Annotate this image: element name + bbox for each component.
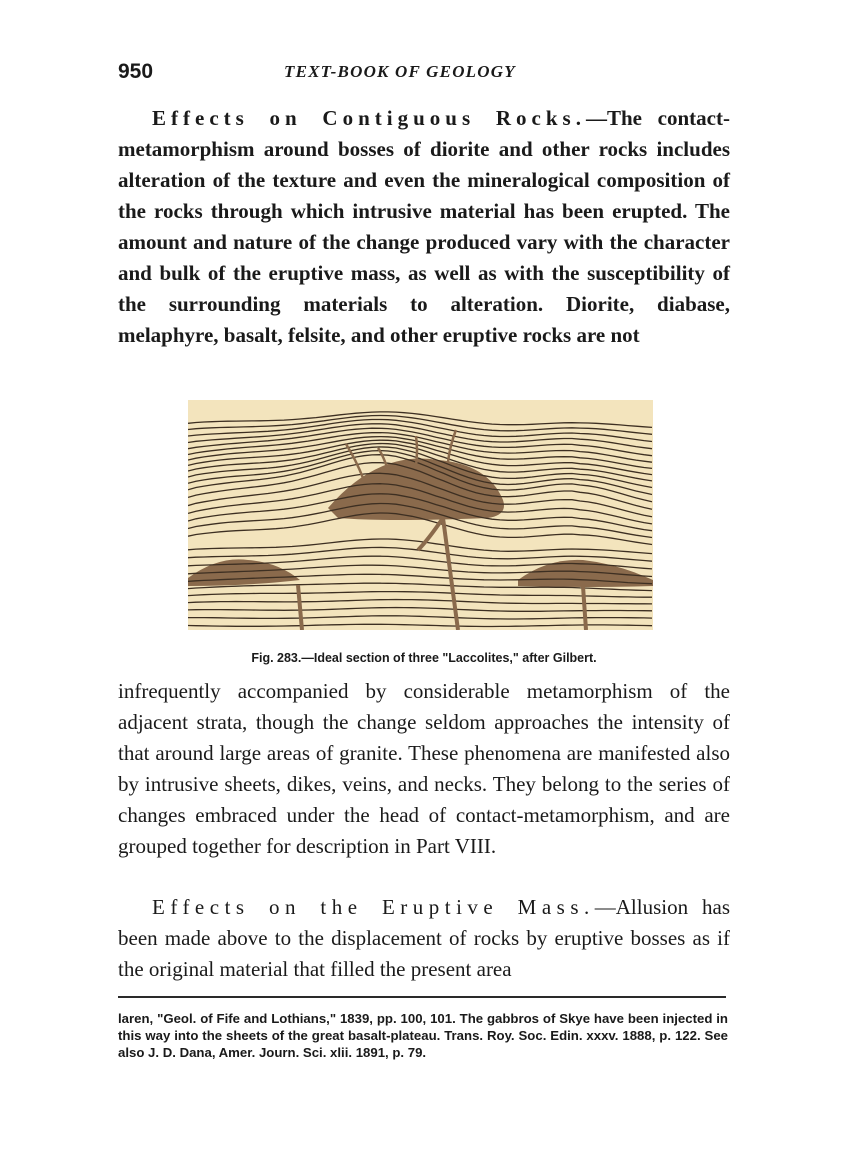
section-heading-eruptive-mass: Effects on the Eruptive Mass. xyxy=(152,895,595,919)
laccolite-section-illustration xyxy=(188,400,653,630)
page-header xyxy=(118,60,730,90)
running-head: TEXT-BOOK OF GEOLOGY xyxy=(284,62,516,81)
paragraph-contiguous-rocks xyxy=(118,103,730,351)
paragraph-continuation: infrequently accompanied by considerable metamorphism of the adjacent strata, though the change seldom approaches the intensity of that around large areas of granite. These phenomena are manifested also by intrusive sheets, dikes, veins, and necks. They belong to the series of changes embraced under the head of contact-metamorphism, and are grouped together for description in Part VIII. xyxy=(118,679,730,858)
paragraph-eruptive-mass xyxy=(118,892,730,985)
footnote-rule xyxy=(118,996,726,998)
laccolite-figure xyxy=(188,400,653,630)
figure-caption: Fig. 283.—Ideal section of three "Laccolites," after Gilbert. xyxy=(251,651,597,665)
section-heading-contiguous-rocks: Effects on Contiguous Rocks. xyxy=(152,106,586,130)
dike xyxy=(416,436,417,466)
page-number: 950 xyxy=(118,60,154,83)
footnote: laren, "Geol. of Fife and Lothians," 1839, pp. 100, 101. The gabbros of Skye have been injected in this way into the sheets of the great basalt-plateau. Trans. Roy. Soc. Edin. xxxv. 1888, p. 122. See also J. D. Dana, Amer. Journ. Sci. xlii. 1891, p. 79. xyxy=(118,1011,728,1060)
paragraph-text: —The contact-metamorphism around bosses of diorite and other rocks includes alteration of the texture and even the mineralogical composition of the rocks through which intrusive material has been erupted. The amount and nature of the change produced vary with the character and bulk of the eruptive mass, as well as with the susceptibility of the surrounding materials to alteration. Diorite, diabase, melaphyre, basalt, felsite, and other eruptive rocks are not xyxy=(118,106,730,347)
paragraph-text: —Allusion has been made above to the displacement of rocks by eruptive bosses as if the original material that filled the present area xyxy=(118,895,730,981)
